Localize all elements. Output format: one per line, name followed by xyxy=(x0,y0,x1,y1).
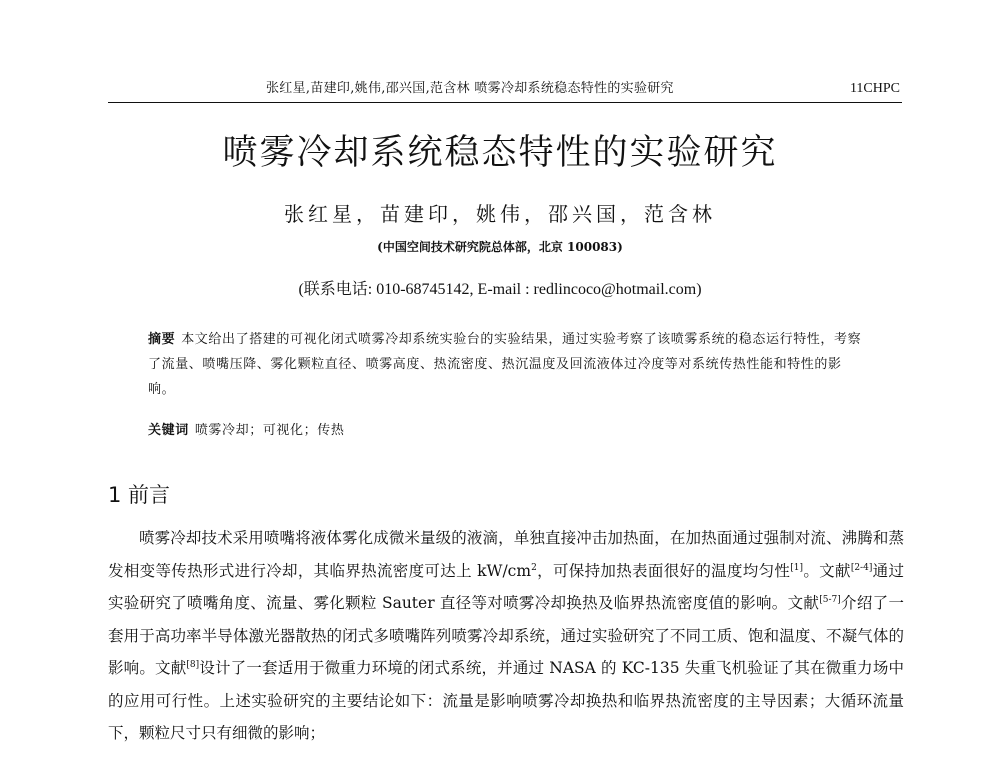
keywords-text: 喷雾冷却；可视化；传热 xyxy=(194,423,345,438)
section-heading-introduction: 1 前言 xyxy=(108,483,171,507)
introduction-paragraph xyxy=(108,522,904,750)
paragraph-segment: 喷雾冷却技术采用喷嘴将液体雾化成微米量级的液滴，单独直接冲击加热面，在加热面通过强制对流、沸腾和蒸发相变等传热形式进行冷却，其临界热流密度可达上 kW/cm xyxy=(108,529,904,580)
paragraph-segment: ，可保持加热表面很好的温度均匀性 xyxy=(536,561,791,580)
keywords xyxy=(148,418,868,443)
paragraph-segment: 。文献 xyxy=(803,561,851,580)
paragraph-segment: 介绍了一套用于高功率半导体激光器散热的闭式多喷嘴阵列喷雾冷却系统，通过实验研究了不同工质、饱和温度、不凝气体的影响。文献 xyxy=(108,594,904,677)
affiliation: (中国空间技术研究院总体部，北京 100083) xyxy=(377,240,623,254)
superscript-unit: 2 xyxy=(531,562,537,573)
running-header-conference: 11CHPC xyxy=(849,81,900,96)
abstract-text: 本文给出了搭建的可视化闭式喷雾冷却系统实验台的实验结果，通过实验考察了该喷雾系统的稳态运行特性，考察了流量、喷嘴压降、雾化颗粒直径、喷雾高度、热流密度、热沉温度及回流液体过冷度等对系统传热性能和特性的影响。 xyxy=(148,332,862,397)
keywords-label: 关键词 xyxy=(148,423,189,438)
author-list: 张红星，苗建印，姚伟，邵兴国，范含林 xyxy=(284,202,716,226)
running-header xyxy=(108,80,902,103)
citation-ref: [5-7] xyxy=(819,594,841,605)
paragraph-segment: 通过实验研究了喷嘴角度、流量、雾化颗粒 Sauter 直径等对喷雾冷却换热及临界热流密度值的影响。文献 xyxy=(108,561,904,612)
citation-ref: [8] xyxy=(186,659,200,670)
citation-ref: [1] xyxy=(790,562,804,573)
abstract-label: 摘要 xyxy=(148,332,176,347)
paper-title: 喷雾冷却系统稳态特性的实验研究 xyxy=(222,133,778,173)
contact-info: (联系电话: 010-68745142, E-mail : redlincoco@hotmail.com) xyxy=(298,281,702,298)
paragraph-segment: 设计了一套适用于微重力环境的闭式系统，并通过 NASA 的 KC-135 失重飞机验证了其在微重力场中的应用可行性。上述实验研究的主要结论如下：流量是影响喷雾冷却换热和临界热流密度的主导因素；大循环流量下，颗粒尺寸只有细微的影响； xyxy=(108,659,904,742)
running-header-title: 张红星,苗建印,姚伟,邵兴国,范含林 喷雾冷却系统稳态特性的实验研究 xyxy=(266,81,674,96)
abstract xyxy=(148,327,868,402)
citation-ref: [2-4] xyxy=(850,562,873,573)
